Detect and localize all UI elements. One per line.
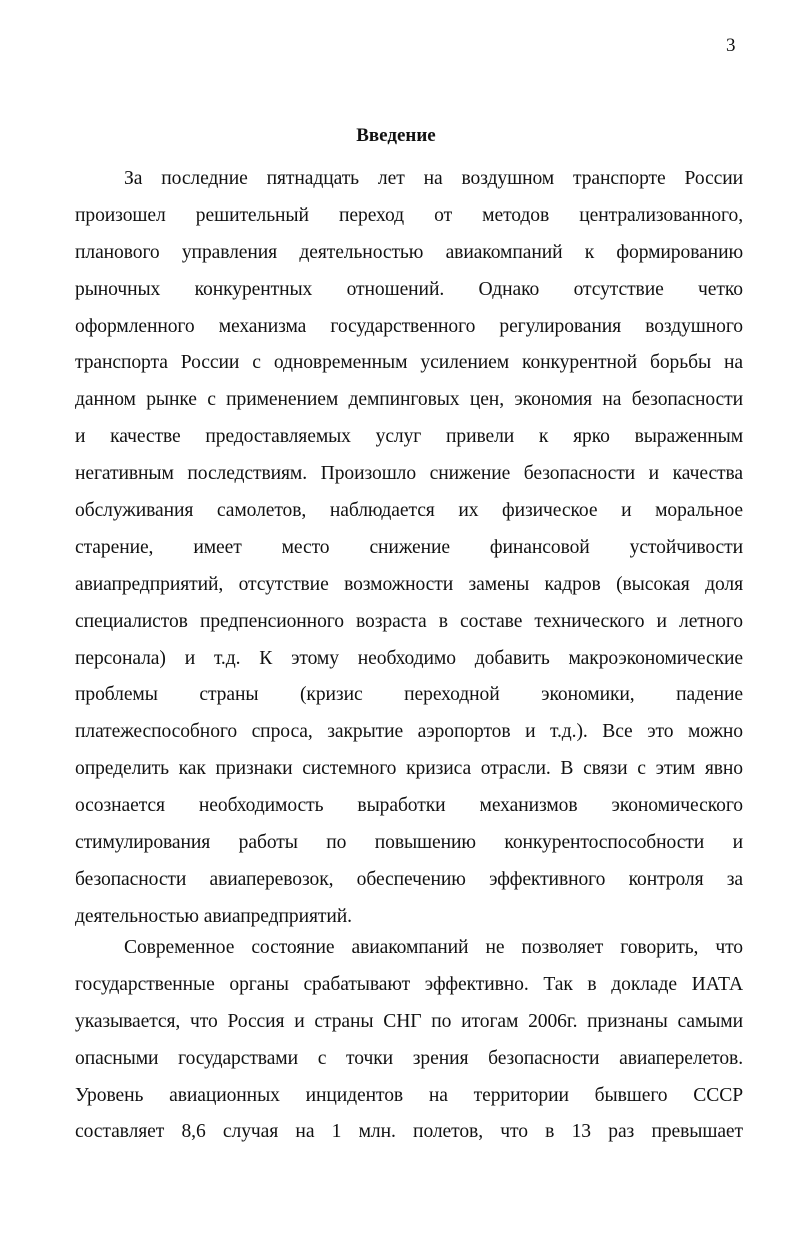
paragraph-2: [75, 930, 743, 1151]
text-line: платежеспособного спроса, закрытие аэропортов и т.д.). Все это можно: [75, 721, 743, 743]
text-line: стимулирования работы по повышению конкурентоспособности и: [75, 832, 743, 854]
text-line: и качестве предоставляемых услуг привели к ярко выраженным: [75, 426, 743, 448]
text-line: специалистов предпенсионного возраста в составе технического и летного: [75, 610, 743, 632]
text-line: определить как признаки системного кризиса отрасли. В связи с этим явно: [75, 758, 743, 780]
text-line: персонала) и т.д. К этому необходимо добавить макроэкономические: [75, 647, 743, 669]
text-line: осознается необходимость выработки механизмов экономического: [75, 795, 743, 817]
text-line: планового управления деятельностью авиакомпаний к формированию: [75, 241, 743, 263]
text-line: указывается, что Россия и страны СНГ по итогам 2006г. признаны самыми: [75, 1010, 743, 1032]
text-line: обслуживания самолетов, наблюдается их физическое и моральное: [75, 500, 743, 522]
text-line: деятельностью авиапредприятий.: [75, 905, 352, 927]
paragraph-1: [75, 161, 743, 936]
text-line: За последние пятнадцать лет на воздушном транспорте России: [124, 168, 743, 189]
text-line: проблемы страны (кризис переходной экономики, падение: [75, 684, 743, 706]
text-line: опасными государствами с точки зрения безопасности авиаперелетов.: [75, 1047, 743, 1069]
text-line: старение, имеет место снижение финансовой устойчивости: [75, 536, 743, 558]
text-line: Современное состояние авиакомпаний не позволяет говорить, что: [124, 937, 743, 958]
section-title: Введение: [356, 125, 436, 146]
text-line: данном рынке с применением демпинговых цен, экономия на безопасности: [75, 389, 743, 411]
text-line: государственные органы срабатывают эффективно. Так в докладе ИАТА: [75, 973, 743, 995]
text-line: рыночных конкурентных отношений. Однако отсутствие четко: [75, 278, 743, 300]
text-line: безопасности авиаперевозок, обеспечению эффективного контроля за: [75, 868, 743, 890]
page-number: 3: [726, 35, 736, 56]
text-line: произошел решительный переход от методов централизованного,: [75, 204, 743, 226]
text-line: авиапредприятий, отсутствие возможности замены кадров (высокая доля: [75, 573, 743, 595]
text-line: составляет 8,6 случая на 1 млн. полетов, что в 13 раз превышает: [75, 1121, 743, 1143]
text-line: транспорта России с одновременным усилением конкурентной борьбы на: [75, 352, 743, 374]
text-line: оформленного механизма государственного регулирования воздушного: [75, 315, 743, 337]
text-line: Уровень авиационных инцидентов на территории бывшего СССР: [75, 1084, 743, 1106]
text-line: негативным последствиям. Произошло снижение безопасности и качества: [75, 463, 743, 485]
